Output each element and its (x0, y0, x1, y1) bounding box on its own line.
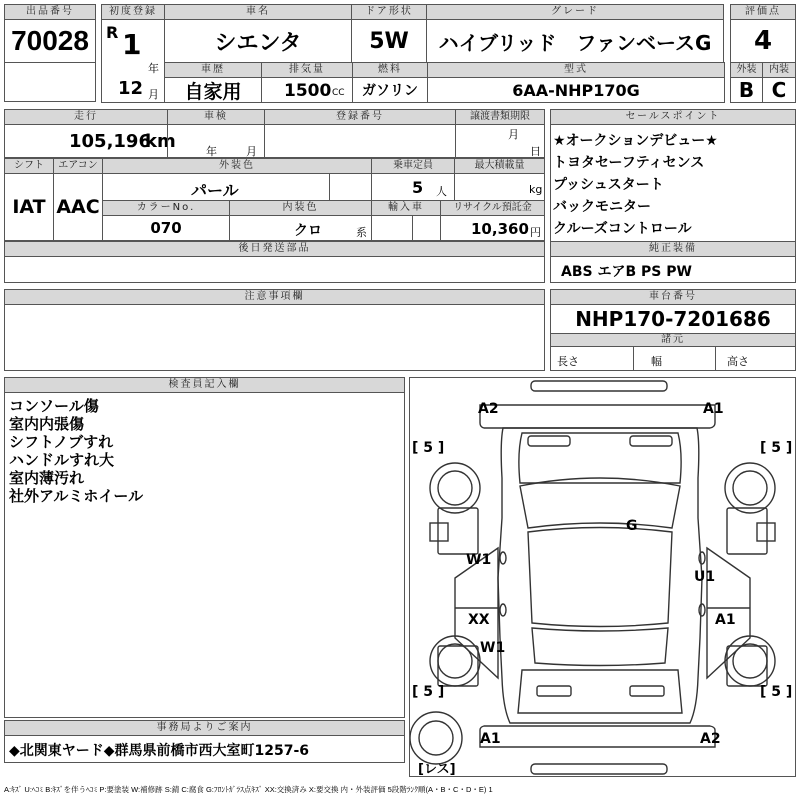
load-label: 最大積載量 (454, 158, 545, 174)
recycle-label: リサイクル預託金 (440, 200, 545, 216)
transfer-box (455, 124, 545, 158)
history-label: 車歴 (164, 62, 262, 78)
inspector-item: 社外アルミホイール (9, 487, 144, 505)
dims-box (550, 346, 796, 371)
damage-left-rear-door: XX (468, 612, 490, 628)
damage-left-front-door: W1 (466, 552, 492, 568)
grade: ハイブリッド ファンベースG (426, 19, 724, 63)
inspector-label: 検査員記入欄 (4, 377, 405, 393)
history: 自家用 (164, 77, 262, 103)
transfer-day-unit: 日 (530, 145, 541, 158)
model-label: 型式 (427, 62, 725, 78)
colorno-label: カラーNo. (102, 200, 230, 216)
damage-front-right: A1 (703, 401, 724, 417)
ext-grade: B (730, 77, 763, 103)
reg-month-unit: 月 (148, 88, 159, 101)
reg-month: 12 (118, 78, 144, 99)
color: パール (191, 181, 239, 200)
colorno: 070 (102, 215, 230, 241)
car-name: シエンタ (164, 19, 352, 63)
displacement-unit: CC (332, 88, 345, 98)
inspector-item: シフトノブすれ (9, 433, 114, 451)
transfer-month-unit: 月 (508, 128, 519, 141)
sales-item: クルーズコントロール (553, 221, 692, 237)
score-label: 評価点 (730, 4, 796, 20)
load-box (454, 173, 545, 201)
color-divider (329, 174, 330, 200)
import-divider (412, 216, 413, 240)
plate-label: 登録番号 (264, 109, 456, 125)
width-label: 幅 (651, 355, 662, 368)
lot-blank (4, 62, 96, 102)
fuel: ガソリン (352, 77, 428, 103)
length-label: 長さ (557, 355, 579, 368)
score: 4 (730, 19, 796, 63)
inspection-label: 車検 (167, 109, 265, 125)
dims-divider (633, 347, 634, 370)
shift: IAT (4, 173, 54, 241)
inspector-item: コンソール傷 (9, 397, 99, 415)
ext-label: 外装 (730, 62, 763, 78)
damage-right-rear: A1 (715, 612, 736, 628)
plate-box (264, 124, 456, 158)
interior-label: 内装色 (229, 200, 372, 216)
int-grade: C (762, 77, 796, 103)
insp-year-unit: 年 (206, 145, 217, 158)
inspector-item: 室内薄汚れ (9, 469, 85, 487)
inspector-box (4, 392, 405, 718)
mileage-label: 走行 (4, 109, 168, 125)
displacement-box (261, 77, 353, 103)
later-parts-label: 後日発送部品 (4, 241, 545, 257)
sales-item: ★オークションデビュー★ (553, 133, 718, 149)
recycle: 10,360 (471, 220, 529, 238)
equip: ABS エアB PS PW (561, 264, 692, 280)
mileage-box (4, 124, 176, 158)
recycle-unit: 円 (530, 226, 541, 239)
car-outline (410, 378, 795, 776)
dims-divider (715, 347, 716, 370)
sales-item: バックモニター (553, 199, 651, 215)
equip-box (550, 256, 796, 283)
interior-box (229, 215, 372, 241)
mileage-unit: km (145, 131, 176, 152)
transfer-label: 譲渡書類期限 (455, 109, 545, 125)
sales-label: セールスポイント (550, 109, 796, 125)
interior: クロ (294, 223, 322, 239)
dims-label: 諸元 (550, 333, 796, 347)
legend: A:ｷｽﾞ U:ﾍｺﾐ B:ｷｽﾞを伴うﾍｺﾐ P:要塗装 W:補修跡 S:錆 C:腐食 G:ﾌﾛﾝﾄｶﾞﾗｽ点ｷｽﾞ XX:交換済み X:要交換 内・外装評価 5段階ﾗﾝｸ順(A・B・C・D・E) 1 (4, 785, 493, 794)
tire-rear-right: [ 5 ] (760, 684, 793, 700)
door-label: ドア形状 (351, 4, 427, 20)
import-label: 輸入車 (371, 200, 441, 216)
int-label: 内装 (762, 62, 796, 78)
reg-label: 初度登録 (101, 4, 165, 20)
seats-box (371, 173, 455, 201)
office-text: ◆北関東ヤード◆群馬県前橋市西大室町1257-6 (9, 743, 310, 759)
later-parts-box (4, 256, 545, 283)
sales-item: プッシュスタート (553, 177, 664, 193)
reg-year-unit: 年 (148, 62, 159, 75)
lot-label: 出品番号 (4, 4, 96, 20)
chassis-number: NHP170-7201686 (550, 304, 796, 334)
door-type: 5W (351, 19, 427, 63)
chassis-label: 車台番号 (550, 289, 796, 305)
reg-box (101, 19, 165, 103)
displacement-label: 排気量 (261, 62, 353, 78)
seats-unit: 人 (436, 185, 447, 198)
seats: 5 (412, 178, 424, 197)
inspection-box (167, 124, 265, 158)
inspector-item: ハンドルすれ大 (9, 451, 115, 469)
notes-box (4, 304, 545, 371)
damage-roof: G (626, 518, 638, 534)
mileage: 105,196 (69, 131, 151, 152)
inspector-item: 室内内張傷 (9, 415, 85, 433)
damage-rear-right: A2 (700, 731, 721, 747)
import-box (371, 215, 441, 241)
damage-rear-left: A1 (480, 731, 501, 747)
sales-item: トヨタセーフティセンス (553, 155, 705, 171)
fuel-label: 燃料 (352, 62, 428, 78)
ac: AAC (53, 173, 103, 241)
damage-left-rear: W1 (480, 640, 506, 656)
tire-front-right: [ 5 ] (760, 440, 793, 456)
shift-label: シフト (4, 158, 54, 174)
notes-label: 注意事項欄 (4, 289, 545, 305)
insp-month-unit: 月 (246, 145, 257, 158)
tire-rear-left: [ 5 ] (412, 684, 445, 700)
color-label: 外装色 (102, 158, 372, 174)
reg-era: R (106, 23, 119, 42)
car-diagram (409, 377, 796, 777)
displacement: 1500 (284, 81, 332, 101)
load-unit: kg (529, 183, 543, 196)
ac-label: エアコン (53, 158, 103, 174)
grade-label: グレード (426, 4, 724, 20)
seats-label: 乗車定員 (371, 158, 455, 174)
color-box (102, 173, 372, 201)
office-box (4, 735, 405, 763)
spare-tire: [レス] (418, 762, 456, 777)
height-label: 高さ (727, 355, 749, 368)
car-name-label: 車名 (164, 4, 352, 20)
lot-number: 70028 (4, 19, 96, 63)
sales-box (550, 124, 796, 242)
model-code: 6AA-NHP170G (427, 77, 725, 103)
tire-front-left: [ 5 ] (412, 440, 445, 456)
interior-unit: 系 (356, 226, 367, 239)
office-label: 事務局よりご案内 (4, 720, 405, 736)
equip-label: 純正装備 (550, 241, 796, 257)
recycle-box (440, 215, 545, 241)
reg-year: 1 (122, 28, 142, 61)
damage-right-front-door: U1 (694, 569, 716, 585)
damage-front-left: A2 (478, 401, 499, 417)
